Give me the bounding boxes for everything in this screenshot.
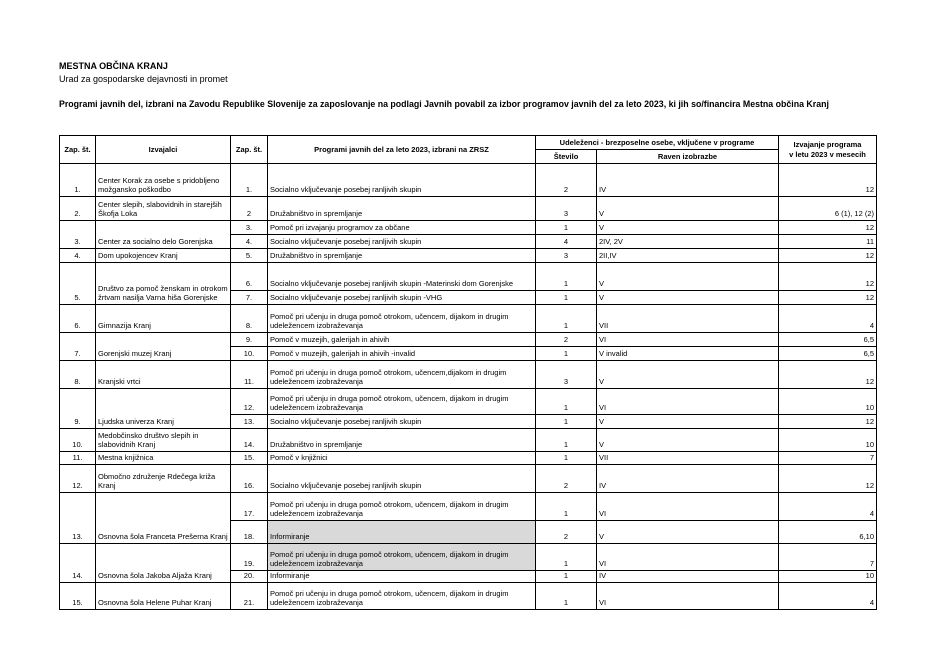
executor-name-cell: Mestna knjižnica (96, 452, 231, 465)
months-cell: 7 (779, 544, 877, 571)
program-seq-cell: 15. (231, 452, 268, 465)
executor-seq-cell: 15. (60, 583, 96, 610)
programs-table (59, 135, 877, 610)
count-cell: 1 (536, 305, 597, 333)
program-seq-cell: 11. (231, 361, 268, 389)
program-seq-cell: 14. (231, 429, 268, 452)
education-cell: VI (597, 544, 779, 571)
col-header-duration-line2: v letu 2023 v mesecih (789, 149, 866, 159)
table-row (60, 197, 877, 221)
executor-seq-cell: 7. (60, 333, 96, 361)
executor-name-cell: Kranjski vrtci (96, 361, 231, 389)
program-name-cell: Informiranje (268, 521, 536, 544)
program-name-cell: Družabništvo in spremljanje (268, 429, 536, 452)
count-cell: 1 (536, 429, 597, 452)
executor-seq-cell: 9. (60, 389, 96, 429)
education-cell: VI (597, 583, 779, 610)
education-cell: V (597, 521, 779, 544)
program-name-cell: Pomoč pri učenju in druga pomoč otrokom, učencem, dijakom in drugim udeležencem izobraževanja (268, 493, 536, 521)
program-name-cell: Pomoč pri učenju in druga pomoč otrokom, učencem, dijakom in drugim udeležencem izobraževanja (268, 583, 536, 610)
executor-name-cell: Medobčinsko društvo slepih in slabovidnih Kranj (96, 429, 231, 452)
count-cell: 2 (536, 333, 597, 347)
col-header-duration (779, 136, 877, 164)
count-cell: 3 (536, 249, 597, 263)
program-seq-cell: 4. (231, 235, 268, 249)
program-name-cell: Socialno vključevanje posebej ranljivih skupin -Materinski dom Gorenjske (268, 263, 536, 291)
count-cell: 4 (536, 235, 597, 249)
program-name-cell: Pomoč v muzejih, galerijah in ahivih -invalid (268, 347, 536, 361)
table-row (60, 583, 877, 610)
education-cell: V (597, 361, 779, 389)
months-cell: 6,5 (779, 333, 877, 347)
programs-table-wrapper (59, 135, 877, 610)
col-header-duration-line1: Izvajanje programa (793, 139, 862, 149)
program-name-cell: Pomoč pri izvajanju programov za občane (268, 221, 536, 235)
table-row (60, 164, 877, 197)
count-cell: 1 (536, 389, 597, 415)
executor-seq-cell: 1. (60, 164, 96, 197)
program-name-cell: Pomoč pri učenju in druga pomoč otrokom, učencem, dijakom in drugim udeležencem izobraževanja (268, 389, 536, 415)
education-cell: V (597, 291, 779, 305)
program-seq-cell: 18. (231, 521, 268, 544)
education-cell: IV (597, 571, 779, 583)
program-name-cell: Socialno vključevanje posebej ranljivih skupin -VHG (268, 291, 536, 305)
months-cell: 10 (779, 429, 877, 452)
program-seq-cell: 3. (231, 221, 268, 235)
program-seq-cell: 16. (231, 465, 268, 493)
col-header-programs: Programi javnih del za leto 2023, izbrani na ZRSZ (268, 136, 536, 164)
program-name-cell: Socialno vključevanje posebej ranljivih skupin (268, 415, 536, 429)
executor-seq-cell: 14. (60, 544, 96, 583)
education-cell: VI (597, 333, 779, 347)
executor-seq-cell: 2. (60, 197, 96, 221)
months-cell: 10 (779, 389, 877, 415)
table-row (60, 493, 877, 521)
program-seq-cell: 9. (231, 333, 268, 347)
executor-name-cell: Območno združenje Rdečega križa Kranj (96, 465, 231, 493)
months-cell: 4 (779, 583, 877, 610)
education-cell: VII (597, 452, 779, 465)
count-cell: 1 (536, 347, 597, 361)
education-cell: V (597, 429, 779, 452)
months-cell: 12 (779, 249, 877, 263)
program-seq-cell: 2 (231, 197, 268, 221)
document-header (59, 60, 228, 86)
table-row (60, 263, 877, 291)
table-row (60, 544, 877, 571)
months-cell: 10 (779, 571, 877, 583)
program-seq-cell: 19. (231, 544, 268, 571)
executor-seq-cell: 3. (60, 221, 96, 249)
executor-seq-cell: 5. (60, 263, 96, 305)
col-header-count: Število (536, 150, 597, 164)
program-name-cell: Pomoč pri učenju in druga pomoč otrokom, učencem, dijakom in drugim udeležencem izobraževanja (268, 544, 536, 571)
municipality-name: MESTNA OBČINA KRANJ (59, 61, 168, 71)
months-cell: 7 (779, 452, 877, 465)
col-header-seq: Zap. št. (60, 136, 96, 164)
count-cell: 2 (536, 465, 597, 493)
months-cell: 4 (779, 493, 877, 521)
education-cell: V (597, 263, 779, 291)
executor-name-cell: Center Korak za osebe s pridobljeno možgansko poškodbo (96, 164, 231, 197)
header-row-group (60, 136, 877, 150)
education-cell: V invalid (597, 347, 779, 361)
program-seq-cell: 10. (231, 347, 268, 361)
months-cell: 6,10 (779, 521, 877, 544)
executor-seq-cell: 6. (60, 305, 96, 333)
months-cell: 4 (779, 305, 877, 333)
executor-name-cell: Gorenjski muzej Kranj (96, 333, 231, 361)
col-header-seq-program: Zap. št. (231, 136, 268, 164)
program-seq-cell: 17. (231, 493, 268, 521)
program-name-cell: Socialno vključevanje posebej ranljivih skupin (268, 164, 536, 197)
months-cell: 12 (779, 415, 877, 429)
department-name: Urad za gospodarske dejavnosti in promet (59, 74, 228, 84)
program-seq-cell: 8. (231, 305, 268, 333)
table-row (60, 429, 877, 452)
program-name-cell: Informiranje (268, 571, 536, 583)
education-cell: 2II,IV (597, 249, 779, 263)
count-cell: 1 (536, 583, 597, 610)
executor-seq-cell: 4. (60, 249, 96, 263)
program-seq-cell: 5. (231, 249, 268, 263)
education-cell: 2IV, 2V (597, 235, 779, 249)
executor-seq-cell: 11. (60, 452, 96, 465)
program-name-cell: Pomoč pri učenju in druga pomoč otrokom, učencem,dijakom in drugim udeležencem izobraževanja (268, 361, 536, 389)
months-cell: 6,5 (779, 347, 877, 361)
count-cell: 3 (536, 197, 597, 221)
program-name-cell: Družabništvo in spremljanje (268, 249, 536, 263)
count-cell: 2 (536, 164, 597, 197)
table-row (60, 465, 877, 493)
education-cell: VI (597, 493, 779, 521)
executor-seq-cell: 10. (60, 429, 96, 452)
count-cell: 1 (536, 571, 597, 583)
education-cell: V (597, 415, 779, 429)
executor-name-cell: Center za socialno delo Gorenjska (96, 221, 231, 249)
months-cell: 12 (779, 465, 877, 493)
program-name-cell: Socialno vključevanje posebej ranljivih skupin (268, 235, 536, 249)
col-header-education: Raven izobrazbe (597, 150, 779, 164)
executor-seq-cell: 13. (60, 493, 96, 544)
months-cell: 12 (779, 291, 877, 305)
table-row (60, 389, 877, 415)
executor-name-cell: Center slepih, slabovidnih in starejših Škofja Loka (96, 197, 231, 221)
program-seq-cell: 12. (231, 389, 268, 415)
education-cell: VI (597, 389, 779, 415)
table-row (60, 305, 877, 333)
count-cell: 1 (536, 263, 597, 291)
program-seq-cell: 20. (231, 571, 268, 583)
count-cell: 1 (536, 493, 597, 521)
table-row (60, 333, 877, 347)
executor-name-cell: Dom upokojencev Kranj (96, 249, 231, 263)
months-cell: 12 (779, 361, 877, 389)
count-cell: 1 (536, 544, 597, 571)
months-cell: 11 (779, 235, 877, 249)
program-seq-cell: 7. (231, 291, 268, 305)
program-seq-cell: 1. (231, 164, 268, 197)
count-cell: 1 (536, 291, 597, 305)
table-row (60, 221, 877, 235)
executor-seq-cell: 12. (60, 465, 96, 493)
education-cell: VII (597, 305, 779, 333)
program-seq-cell: 13. (231, 415, 268, 429)
count-cell: 1 (536, 221, 597, 235)
program-name-cell: Pomoč v knjižnici (268, 452, 536, 465)
education-cell: V (597, 197, 779, 221)
program-name-cell: Pomoč v muzejih, galerijah in ahivih (268, 333, 536, 347)
program-name-cell: Socialno vključevanje posebej ranljivih skupin (268, 465, 536, 493)
executor-name-cell: Osnovna šola Jakoba Aljaža Kranj (96, 544, 231, 583)
executor-name-cell: Osnovna šola Helene Puhar Kranj (96, 583, 231, 610)
executor-name-cell: Gimnazija Kranj (96, 305, 231, 333)
education-cell: V (597, 221, 779, 235)
table-row (60, 361, 877, 389)
table-row (60, 249, 877, 263)
table-row (60, 452, 877, 465)
executor-name-cell: Ljudska univerza Kranj (96, 389, 231, 429)
col-header-executors: Izvajalci (96, 136, 231, 164)
executor-seq-cell: 8. (60, 361, 96, 389)
months-cell: 12 (779, 221, 877, 235)
count-cell: 2 (536, 521, 597, 544)
document-title: Programi javnih del, izbrani na Zavodu Republike Slovenije za zaposlovanje na podlagi Javnih povabil za izbor programov javnih del za leto 2023, ki jih so/financira Mestna občina Kranj (59, 99, 829, 109)
count-cell: 1 (536, 415, 597, 429)
months-cell: 12 (779, 263, 877, 291)
program-seq-cell: 21. (231, 583, 268, 610)
program-name-cell: Družabništvo in spremljanje (268, 197, 536, 221)
executor-name-cell: Osnovna šola Franceta Prešerna Kranj (96, 493, 231, 544)
program-seq-cell: 6. (231, 263, 268, 291)
months-cell: 12 (779, 164, 877, 197)
education-cell: IV (597, 465, 779, 493)
count-cell: 3 (536, 361, 597, 389)
education-cell: IV (597, 164, 779, 197)
col-header-participants-group: Udeleženci - brezposelne osebe, vključene v programe (536, 136, 779, 150)
executor-name-cell: Društvo za pomoč ženskam in otrokom žrtvam nasilja Varna hiša Gorenjske (96, 263, 231, 305)
months-cell: 6 (1), 12 (2) (779, 197, 877, 221)
count-cell: 1 (536, 452, 597, 465)
program-name-cell: Pomoč pri učenju in druga pomoč otrokom, učencem, dijakom in drugim udeležencem izobraževanja (268, 305, 536, 333)
